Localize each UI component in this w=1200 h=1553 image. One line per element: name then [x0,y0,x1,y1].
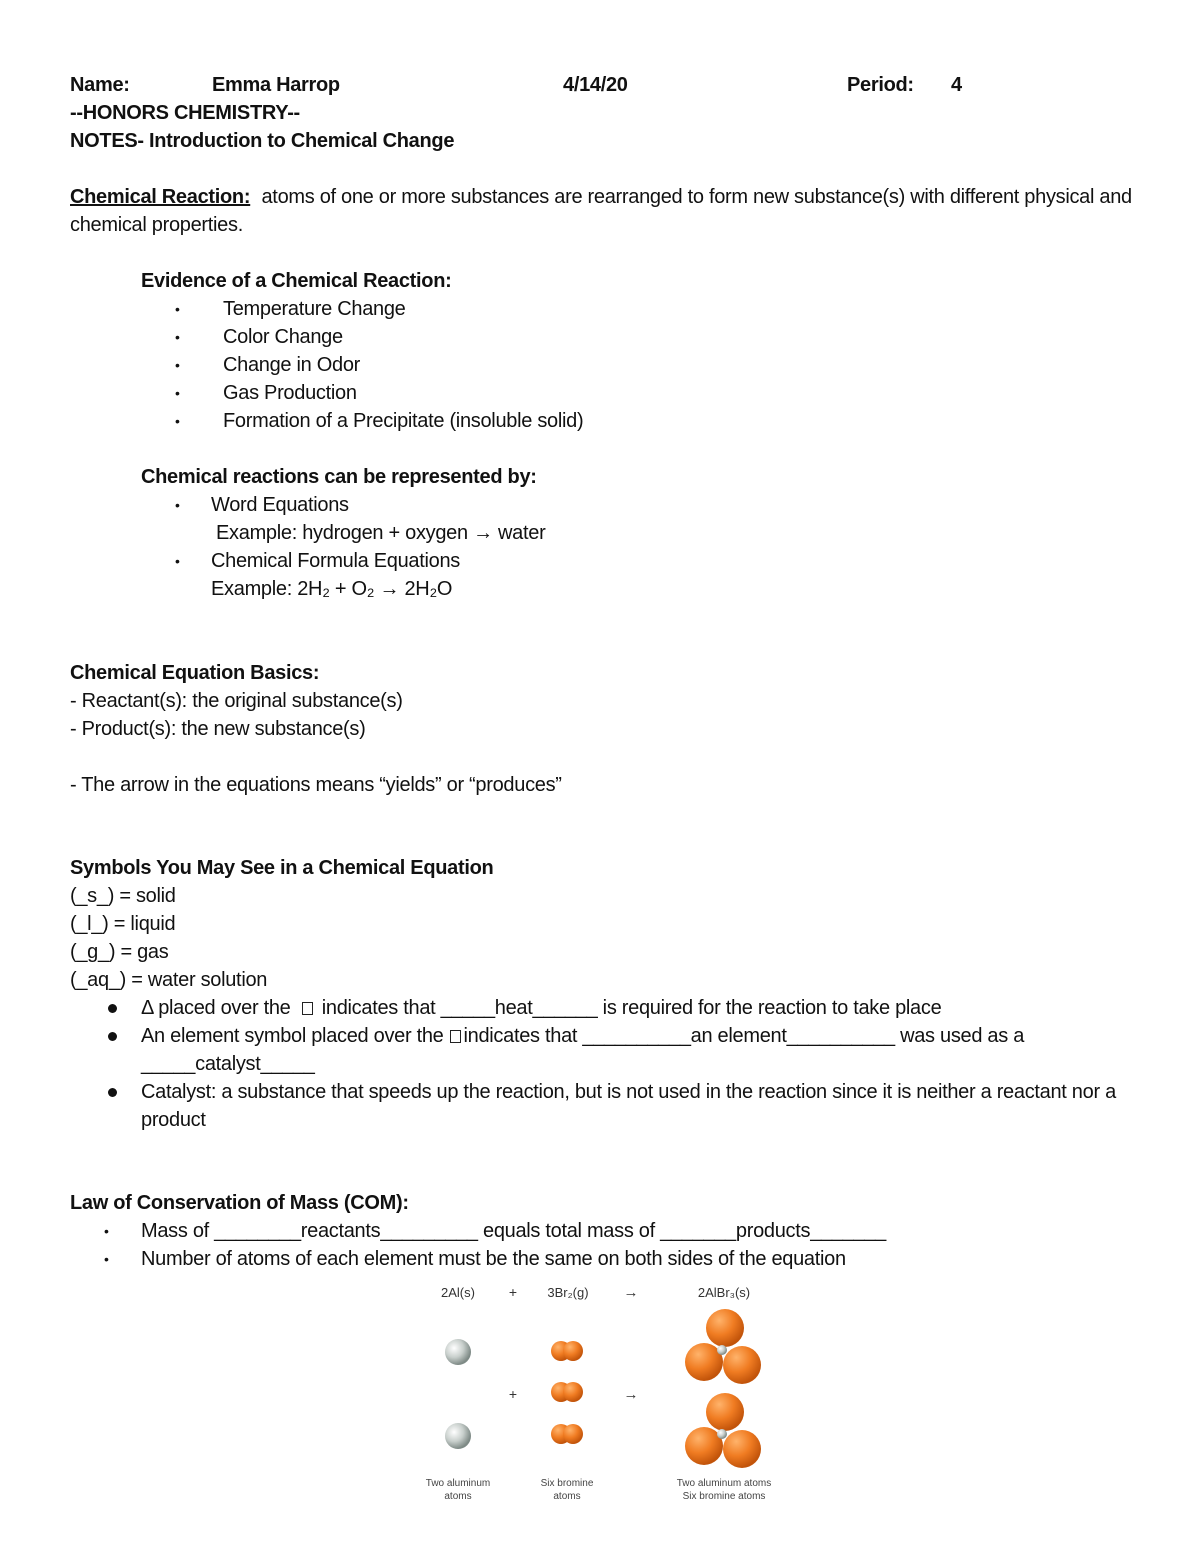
plus-sign: + [508,1284,518,1300]
br-formula-label: 3Br₂(g) [547,1285,589,1300]
bromine-molecule [551,1382,583,1402]
com-heading: Law of Conservation of Mass (COM): [70,1192,409,1214]
arrow-box-icon [302,1002,313,1015]
notes-title: NOTES- Introduction to Chemical Change [70,130,455,152]
bullet-icon: • [175,385,180,401]
catalyst-definition-line-1: Catalyst: a substance that speeds up the reaction, but is not used in the reaction since it is neither a reactant nor a [141,1081,1116,1103]
evidence-item: Temperature Change [223,298,406,320]
student-name: Emma Harrop [212,74,340,96]
catalyst-symbol-text-b: indicates that __________an element__________ was used as a [463,1025,1025,1047]
bullet-icon: • [175,329,180,345]
symbol-gas: (_g_) = gas [70,941,169,963]
formula-equation-label: Chemical Formula Equations [211,550,460,572]
catalyst-symbol-line [141,1023,1024,1049]
bullet-icon: • [175,413,180,429]
evidence-item: Color Change [223,326,343,348]
course-title: --HONORS CHEMISTRY-- [70,102,300,124]
heat-symbol-text-b: indicates that _____heat______ is required for the reaction to take place [316,997,942,1019]
definition-term: Chemical Reaction: [70,186,251,208]
heat-symbol-line [141,995,941,1021]
evidence-item: Change in Odor [223,354,361,376]
al-formula-label: 2Al(s) [441,1285,475,1300]
date: 4/14/20 [563,74,628,96]
caption-product-line-2: Six bromine atoms [682,1491,766,1502]
heat-symbol-text-a: Δ placed over the [141,997,291,1019]
period-label: Period: [847,74,914,96]
aluminum-bromide-molecule [685,1393,761,1468]
arrow-box-icon [450,1030,461,1043]
aluminum-atom [445,1423,471,1449]
reactant-definition: - Reactant(s): the original substance(s) [70,690,403,712]
caption-product-line-1: Two aluminum atoms [676,1478,772,1489]
caption-aluminum-line-2: atoms [444,1491,472,1502]
formula-equation-example: Example: 2H₂ + O₂ → 2H₂O [211,578,453,600]
evidence-heading: Evidence of a Chemical Reaction: [141,270,452,292]
arrow-meaning: - The arrow in the equations means “yields” or “produces” [70,774,562,796]
name-label: Name: [70,74,130,96]
representation-heading: Chemical reactions can be represented by: [141,466,537,488]
com-item-atoms: Number of atoms of each element must be the same on both sides of the equation [141,1248,846,1270]
yield-arrow: → [623,1386,639,1403]
bullet-dot-icon [108,1004,117,1013]
bromine-molecule [551,1341,583,1361]
bullet-icon: • [175,301,180,317]
product-definition: - Product(s): the new substance(s) [70,718,366,740]
bullet-dot-icon [108,1088,117,1097]
aluminum-atom [445,1339,471,1365]
product-formula-label: 2AlBr₃(s) [697,1285,751,1300]
evidence-item: Formation of a Precipitate (insoluble solid) [223,410,584,432]
reaction-diagram [418,1280,783,1510]
com-item-mass: Mass of ________reactants_________ equals total mass of _______products_______ [141,1220,886,1242]
bullet-dot-icon [108,1032,117,1041]
catalyst-symbol-text-a: An element symbol placed over the [141,1025,444,1047]
bullet-icon: • [104,1223,109,1239]
plus-sign: + [508,1386,518,1402]
evidence-item: Gas Production [223,382,357,404]
basics-heading: Chemical Equation Basics: [70,662,320,684]
definition-line-2: chemical properties. [70,214,243,236]
symbols-heading: Symbols You May See in a Chemical Equation [70,857,494,879]
aluminum-bromide-molecule [685,1309,761,1384]
definition-line-1 [70,184,1132,210]
caption-bromine-line-1: Six bromine [540,1478,594,1489]
catalyst-answer: _____catalyst_____ [141,1053,315,1075]
bullet-icon: • [175,497,180,513]
definition-text: atoms of one or more substances are rearranged to form new substance(s) with different physical and [261,186,1132,208]
symbol-liquid: (_l_) = liquid [70,913,176,935]
caption-bromine-line-2: atoms [553,1491,581,1502]
yield-arrow: → [623,1284,639,1301]
period-value: 4 [951,74,962,96]
word-equation-label: Word Equations [211,494,349,516]
catalyst-definition-line-2: product [141,1109,206,1131]
symbol-solid: (_s_) = solid [70,885,176,907]
word-equation-example: Example: hydrogen + oxygen → water [216,522,546,544]
bullet-icon: • [175,357,180,373]
caption-aluminum-line-1: Two aluminum [425,1478,491,1489]
symbol-aqueous: (_aq_) = water solution [70,969,268,991]
bullet-icon: • [175,553,180,569]
bromine-molecule [551,1424,583,1444]
bullet-icon: • [104,1251,109,1267]
